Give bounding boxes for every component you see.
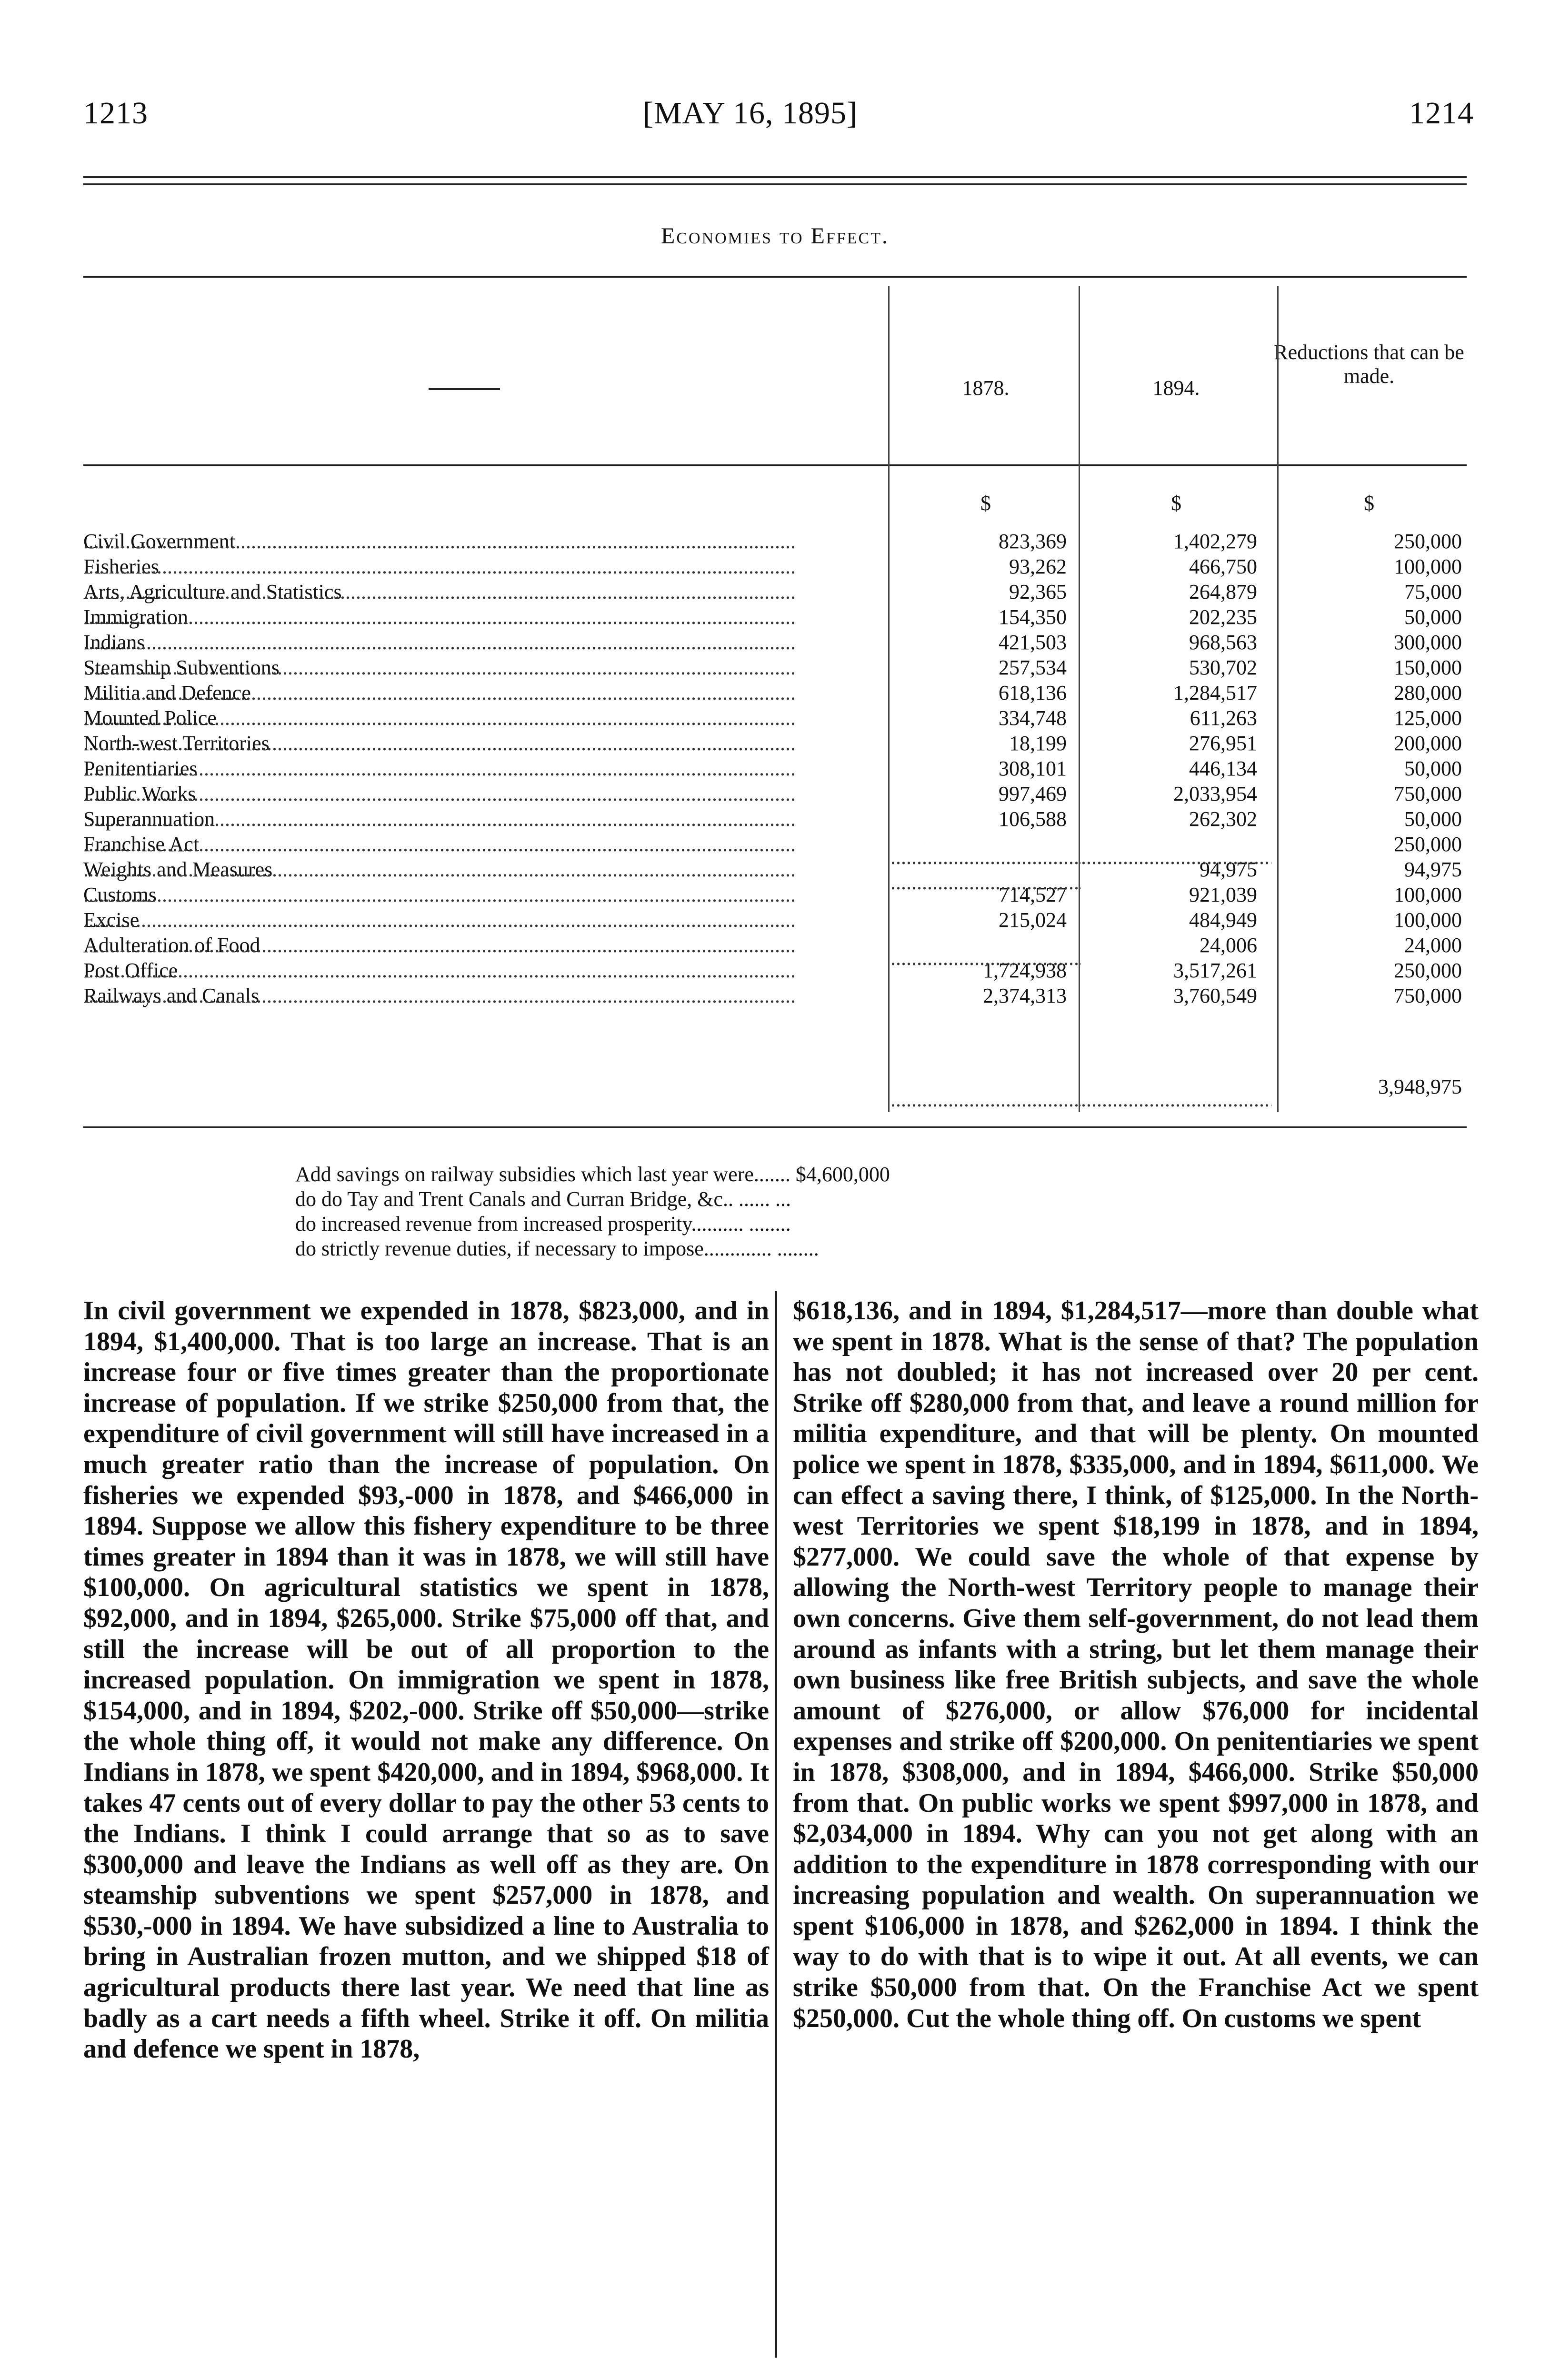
value-1894: 1,402,279: [1173, 530, 1257, 553]
table-row: [83, 579, 1467, 604]
table-row: [83, 731, 1467, 756]
value-reduction: 50,000: [1404, 605, 1462, 629]
value-1894: 921,039: [1189, 883, 1257, 906]
value-reduction: 100,000: [1394, 908, 1462, 932]
value-1894: 276,951: [1189, 732, 1257, 755]
value-1894: 2,033,954: [1173, 782, 1257, 805]
page-date: [MAY 16, 1895]: [643, 96, 858, 131]
value-1894: 446,134: [1189, 757, 1257, 780]
value-1894: 611,263: [1190, 706, 1257, 730]
currency-reductions: $: [1364, 492, 1374, 515]
value-reduction: 150,000: [1394, 656, 1462, 679]
value-1878: 997,469: [999, 782, 1067, 805]
table-row: [83, 756, 1467, 781]
table-bottom-rule: [83, 1126, 1467, 1128]
row-label: Penitentiaries .....: [83, 756, 890, 781]
row-label: Mounted Police .....: [83, 705, 890, 731]
row-label: Adulteration of Food .....: [83, 933, 890, 958]
table-row: [83, 983, 1467, 1008]
table-row: [83, 832, 1467, 857]
value-1878: 93,262: [1009, 555, 1067, 578]
value-1894: 3,517,261: [1173, 959, 1257, 982]
value-1878: 18,199: [1009, 732, 1067, 755]
header-rule: [83, 176, 1467, 178]
currency-1878: $: [980, 492, 991, 515]
value-reduction: 75,000: [1404, 580, 1462, 603]
value-reduction: 100,000: [1394, 555, 1462, 578]
blank-column-header: [429, 388, 500, 390]
value-reduction: 200,000: [1394, 732, 1462, 755]
header-reductions: Reductions that can be made.: [1274, 341, 1464, 388]
table-row: [83, 554, 1467, 579]
body-column-left: In civil government we expended in 1878, $823,000, and in 1894, $1,400,000. That is too large an increase. That is an increase four or five times greater than the proportionate increase of population. If we strike $250,000 from that, the expenditure of civil government will still have increased in a much greater ratio than the increase of population. On fisheries we expended $93,-000 in 1878, and $466,000 in 1894. Suppose we allow this fishery expenditure to be three times greater in 1894 than it was in 1878, we will still have $100,000. On agricultural statistics we spent in 1878, $92,000, and in 1894, $265,000. Strike $75,000 off that, and still the increase will be out of all proportion to the increased population. On immigration we spent in 1878, $154,000, and in 1894, $202,-000. Strike off $50,000—strike the whole thing off, it would not make any difference. On Indians in 1878, we spent $420,000, and in 1894, $968,000. It takes 47 cents out of every dollar to pay the other 53 cents to the Indians. I think I could arrange that so as to save $300,000 and leave the Indians as well off as they are. On steamship subventions we spent $257,000 in 1878, and $530,-000 in 1894. We have subsidized a line to Australia to bring in Australian frozen mutton, and we shipped $18 of agricultural products there last year. We need that line as badly as a cart needs a fifth wheel. Strike it off. On militia and defence we spent in 1878,: [83, 1296, 769, 2064]
table-row: [83, 907, 1467, 933]
addition-line: Add savings on railway subsidies which last year were....... $4,600,000: [295, 1163, 890, 1186]
value-1878: 714,527: [999, 883, 1067, 906]
value-1894: 530,702: [1189, 656, 1257, 679]
table-row: [83, 655, 1467, 680]
addition-line: do strictly revenue duties, if necessary to impose............. ........: [295, 1237, 819, 1260]
table-row: [83, 781, 1467, 806]
value-1894: 1,284,517: [1173, 681, 1257, 704]
page-number-left: 1213: [83, 96, 148, 131]
row-label: Steamship Subventions .....: [83, 655, 890, 680]
value-reduction: 100,000: [1394, 883, 1462, 906]
value-1878: 215,024: [999, 908, 1067, 932]
value-reduction: 50,000: [1404, 757, 1462, 780]
table-row: [83, 806, 1467, 832]
row-label: North-west Territories .....: [83, 731, 890, 756]
body-column-right: $618,136, and in 1894, $1,284,517—more than double what we spent in 1878. What is the sense of that? The population has not doubled; it has not increased over 20 per cent. Strike off $280,000 from that, and leave a round million for militia expenditure, and that will be plenty. On mounted police we spent in 1878, $335,000, and in 1894, $611,000. We can effect a saving there, I think, of $125,000. In the North-west Territories we spent $18,199 in 1878, and in 1894, $277,000. We could save the whole of that expense by allowing the North-west Territory people to manage their own concerns. Give them self-government, do not lead them around as infants with a string, but let them manage their own business like free British subjects, and save the whole amount of $276,000, or allow $76,000 for incidental expenses and strike off $200,000. On penitentiaries we spent in 1878, $308,000, and in 1894, $466,000. Strike $50,000 from that. On public works we spent $997,000 in 1878, and $2,034,000 in 1894. Why can you not get along with an addition to the expenditure in 1878 corresponding with our increasing population and wealth. On superannuation we spent $106,000 in 1878, and $262,000 in 1894. I think the way to do with that is to wipe it out. At all events, we can strike $50,000 from that. On the Franchise Act we spent $250,000. Cut the whole thing off. On customs we spent: [793, 1296, 1479, 2033]
additions-section: [295, 1162, 1295, 1261]
value-1894: 968,563: [1189, 631, 1257, 654]
currency-row: [83, 491, 1467, 516]
value-1878: 106,588: [999, 807, 1067, 831]
row-label: Weights and Measures .....: [83, 857, 890, 882]
value-1894: 3,760,549: [1173, 984, 1257, 1007]
total-row: [83, 1074, 1467, 1099]
row-label: Militia and Defence .....: [83, 680, 890, 705]
value-1894: 202,235: [1189, 605, 1257, 629]
header-1878: 1878.: [962, 376, 1010, 400]
value-reduction: 24,000: [1404, 934, 1462, 957]
table-row: [83, 604, 1467, 630]
row-label: Fisheries .....: [83, 554, 890, 579]
row-label: Superannuation .....: [83, 806, 890, 832]
value-reduction: 125,000: [1394, 706, 1462, 730]
row-label: Railways and Canals .....: [83, 983, 890, 1008]
value-1894: 466,750: [1189, 555, 1257, 578]
value-reduction: 94,975: [1404, 858, 1462, 881]
value-1894: 264,879: [1189, 580, 1257, 603]
table-title: Economies to Effect.: [661, 223, 889, 249]
page-number-right: 1214: [1409, 96, 1474, 131]
row-label: Immigration .....: [83, 604, 890, 630]
value-reduction: 250,000: [1394, 959, 1462, 982]
header-rule-2: [83, 183, 1467, 185]
value-reduction: 250,000: [1394, 530, 1462, 553]
row-label: Public Works .....: [83, 781, 890, 806]
value-1894: 94,975: [1200, 858, 1257, 881]
table-row: [83, 529, 1467, 554]
value-1894: 262,302: [1189, 807, 1257, 831]
value-1878: 823,369: [999, 530, 1067, 553]
value-1894: 24,006: [1200, 934, 1257, 957]
row-label: Excise .....: [83, 907, 890, 933]
table-row: [83, 958, 1467, 983]
addition-line: do do Tay and Trent Canals and Curran Bridge, &c.. ...... ...: [295, 1187, 791, 1211]
value-reduction: 750,000: [1394, 984, 1462, 1007]
value-1878: 2,374,313: [983, 984, 1067, 1007]
value-1894: 484,949: [1189, 908, 1257, 932]
value-1878: 308,101: [999, 757, 1067, 780]
value-reduction: 250,000: [1394, 833, 1462, 856]
row-label: Post Office .....: [83, 958, 890, 983]
table-row: [83, 630, 1467, 655]
value-1878: 257,534: [999, 656, 1067, 679]
row-label: Franchise Act .....: [83, 832, 890, 857]
expenditure-table: [83, 529, 1467, 1008]
row-label: Customs .....: [83, 882, 890, 907]
row-label: Indians .....: [83, 630, 890, 655]
value-reduction: 300,000: [1394, 631, 1462, 654]
total-value: 3,948,975: [1378, 1075, 1462, 1098]
value-1878: 1,724,938: [983, 959, 1067, 982]
header-1894: 1894.: [1152, 376, 1200, 400]
row-label: Arts, Agriculture and Statistics .....: [83, 579, 890, 604]
table-row: [83, 705, 1467, 731]
value-reduction: 750,000: [1394, 782, 1462, 805]
value-reduction: 50,000: [1404, 807, 1462, 831]
value-1878: 421,503: [999, 631, 1067, 654]
table-row: [83, 680, 1467, 705]
row-label: Civil Government .....: [83, 529, 890, 554]
column-rule: [775, 1291, 777, 2358]
table-row: [83, 882, 1467, 907]
value-1878: 334,748: [999, 706, 1067, 730]
currency-1894: $: [1171, 492, 1181, 515]
table-top-rule: [83, 276, 1467, 278]
value-1878: 618,136: [999, 681, 1067, 704]
table-row: [83, 933, 1467, 958]
value-1878: 92,365: [1009, 580, 1067, 603]
addition-line: do increased revenue from increased prosperity.......... ........: [295, 1212, 791, 1235]
header-bottom-rule: [83, 464, 1467, 466]
value-1878: 154,350: [999, 605, 1067, 629]
value-reduction: 280,000: [1394, 681, 1462, 704]
